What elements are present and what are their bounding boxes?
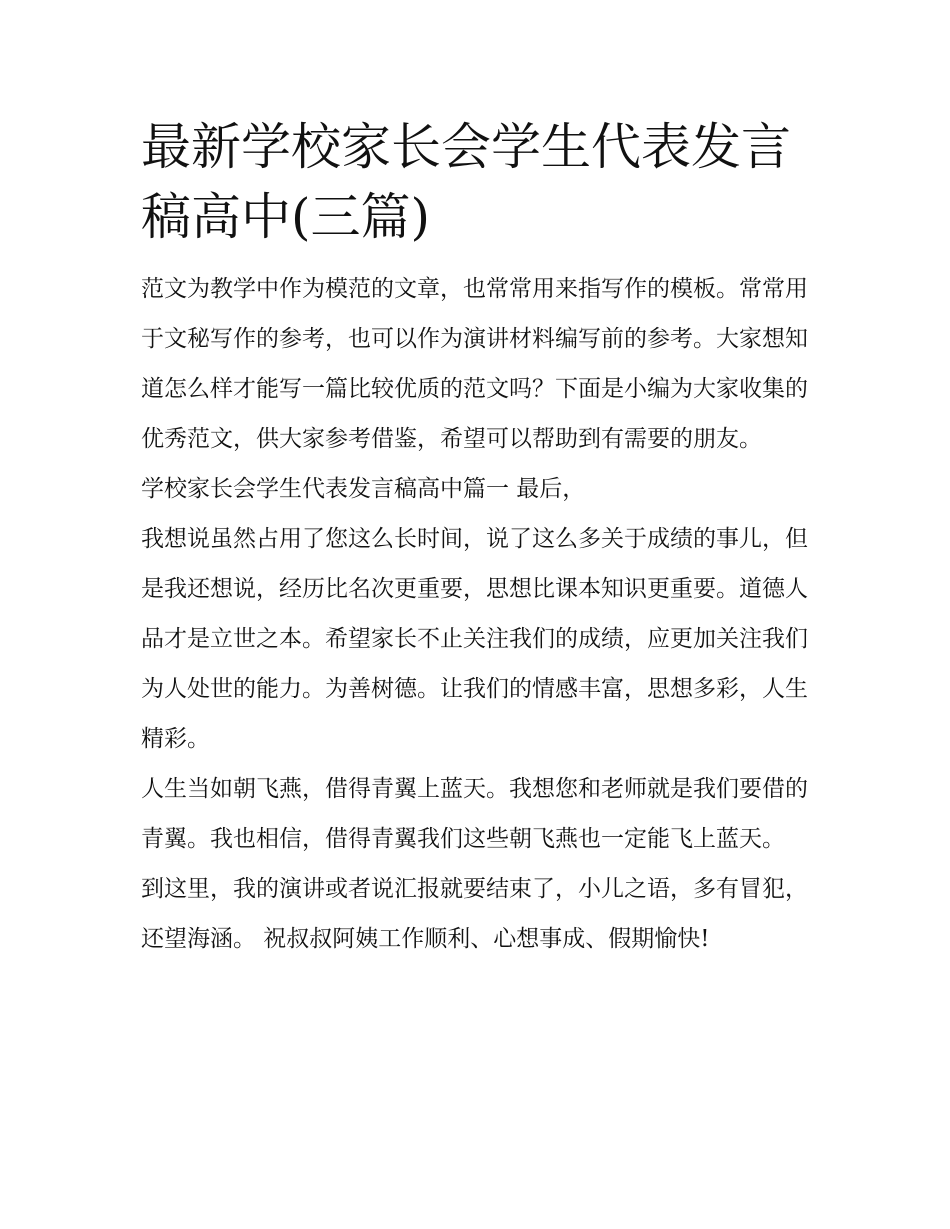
paragraph-closing: 到这里，我的演讲或者说汇报就要结束了，小儿之语，多有冒犯，还望海涵。 祝叔叔阿姨工作顺利、心想事成、假期愉快!: [141, 876, 808, 952]
paragraph-body-1: 我想说虽然占用了您这么长时间，说了这么多关于成绩的事儿，但是我还想说，经历比名次更重要，思想比课本知识更重要。道德人品才是立世之本。希望家长不止关注我们的成绩，应更加关注我们为人处世的能力。为善树德。让我们的情感丰富，思想多彩，人生精彩。: [141, 526, 808, 752]
document-body: [141, 112, 813, 964]
document-title: 最新学校家长会学生代表发言稿高中(三篇): [141, 118, 791, 246]
paragraph-body-2: 人生当如朝飞燕，借得青翼上蓝天。我想您和老师就是我们要借的青翼。我也相信，借得青翼我们这些朝飞燕也一定能飞上蓝天。: [141, 776, 808, 852]
paragraph-intro: 范文为教学中作为模范的文章，也常常用来指写作的模板。常常用于文秘写作的参考，也可以作为演讲材料编写前的参考。大家想知道怎么样才能写一篇比较优质的范文吗？下面是小编为大家收集的优秀范文，供大家参考借鉴，希望可以帮助到有需要的朋友。: [141, 276, 808, 452]
paragraph-section-heading: 学校家长会学生代表发言稿高中篇一 最后，: [141, 476, 586, 502]
